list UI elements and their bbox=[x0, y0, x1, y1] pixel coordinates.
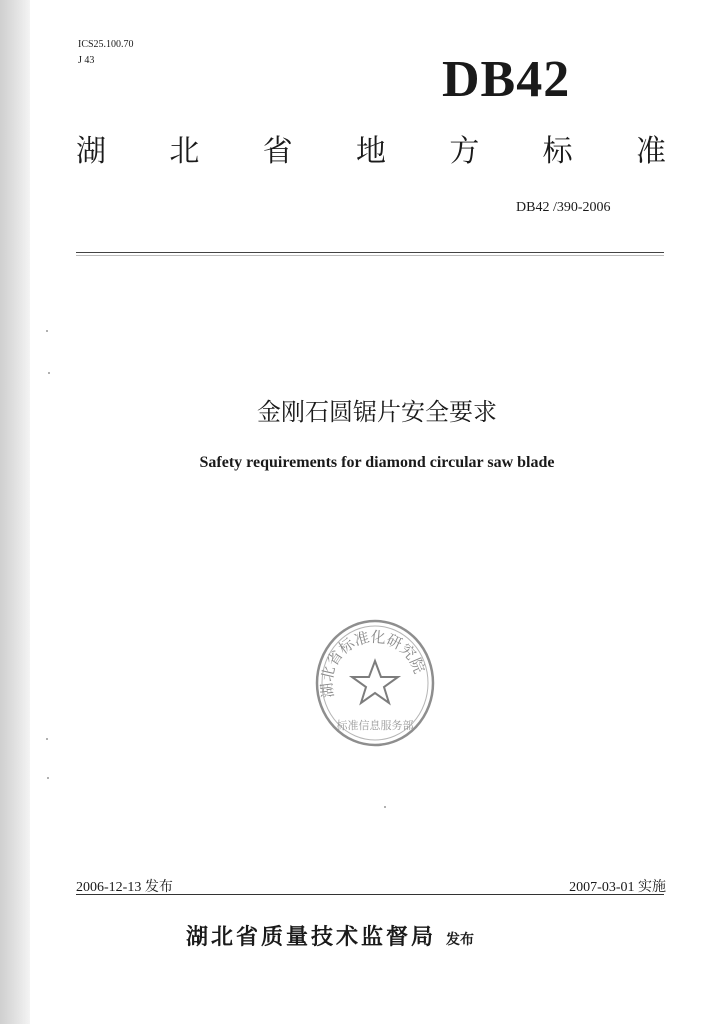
heading-char: 标 bbox=[542, 134, 573, 169]
issuing-authority bbox=[186, 920, 474, 951]
footer-divider bbox=[76, 894, 664, 895]
release-date: 2006-12-13 发布 bbox=[76, 880, 173, 895]
scan-speck bbox=[46, 330, 48, 332]
chinese-title: 金刚石圆锯片安全要求 bbox=[257, 398, 497, 426]
scan-speck bbox=[46, 738, 48, 740]
heading-char: 省 bbox=[262, 134, 293, 169]
scan-speck bbox=[47, 777, 49, 779]
classification-code: J 43 bbox=[78, 55, 95, 66]
document-page bbox=[30, 0, 724, 1024]
standard-badge: DB42 bbox=[442, 51, 571, 108]
issue-word: 发布 bbox=[446, 932, 475, 948]
english-title: Safety requirements for diamond circular saw blade bbox=[199, 454, 555, 471]
local-standard-heading bbox=[76, 132, 666, 172]
official-seal-stamp bbox=[312, 615, 438, 751]
scan-speck bbox=[48, 372, 50, 374]
effective-date: 2007-03-01 实施 bbox=[569, 880, 666, 895]
ics-code: ICS25.100.70 bbox=[78, 39, 134, 50]
header-divider-shadow bbox=[76, 255, 664, 256]
heading-char: 地 bbox=[355, 134, 386, 169]
header-divider bbox=[76, 252, 664, 253]
seal-text: 湖北省标准化研究院 bbox=[317, 627, 429, 699]
heading-char: 湖 bbox=[76, 134, 106, 169]
heading-char: 方 bbox=[449, 134, 480, 169]
seal-inner-text: 标准信息服务部 bbox=[336, 719, 414, 732]
heading-char: 准 bbox=[635, 134, 666, 169]
heading-char: 北 bbox=[169, 134, 200, 169]
scan-speck bbox=[384, 806, 386, 808]
issuer-name: 湖北省质量技术监督局 bbox=[186, 925, 437, 950]
document-number: DB42 /390-2006 bbox=[516, 200, 611, 215]
scan-edge-shadow bbox=[0, 0, 30, 1024]
